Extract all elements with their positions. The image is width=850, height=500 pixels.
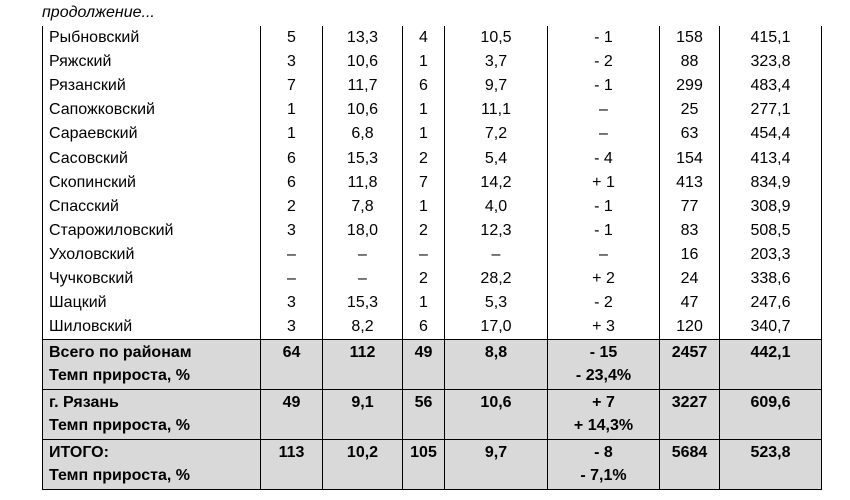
table-cell: - 2 <box>548 291 660 315</box>
table-cell: 10,5 <box>445 26 548 50</box>
table-cell: 47 <box>660 291 720 315</box>
table-cell: 14,2 <box>445 171 548 195</box>
growth-rate-value: + 14,3% <box>573 417 634 435</box>
cell-value: 9,7 <box>484 444 508 462</box>
total-label <box>43 440 261 490</box>
cell-value: - 8 <box>594 444 613 462</box>
district-name: Старожиловский <box>43 219 261 243</box>
table-row <box>43 315 822 340</box>
cell-value: 112 <box>349 344 376 362</box>
total-row <box>43 440 822 490</box>
cell-value: 49 <box>414 344 433 362</box>
table-row <box>43 171 822 195</box>
table-cell: - 1 <box>548 26 660 50</box>
table-cell: 2 <box>403 219 445 243</box>
total-name: ИТОГО: <box>49 444 109 462</box>
table-cell: – <box>548 243 660 267</box>
table-cell <box>548 390 660 440</box>
district-name: Шацкий <box>43 291 261 315</box>
cell-value: 5684 <box>671 444 708 462</box>
table-cell: – <box>445 243 548 267</box>
district-name: Шиловский <box>43 315 261 340</box>
table-cell: 83 <box>660 219 720 243</box>
table-cell: 7,8 <box>323 195 403 219</box>
table-cell: 299 <box>660 74 720 98</box>
table-cell <box>261 340 323 390</box>
table-cell: 415,1 <box>720 26 822 50</box>
table-cell: – <box>548 122 660 146</box>
table-cell: 413,4 <box>720 146 822 170</box>
table-cell: – <box>261 267 323 291</box>
cell-value: 10,6 <box>480 394 512 412</box>
table-cell: 10,6 <box>323 50 403 74</box>
table-cell: – <box>261 243 323 267</box>
table-cell: 3 <box>261 315 323 340</box>
table-cell: 323,8 <box>720 50 822 74</box>
table-row <box>43 146 822 170</box>
cell-value: 10,2 <box>346 444 379 462</box>
table-cell: 15,3 <box>323 291 403 315</box>
table-row <box>43 122 822 146</box>
table-cell <box>403 390 445 440</box>
table-cell: – <box>548 98 660 122</box>
table-cell: 24 <box>660 267 720 291</box>
table-cell: 15,3 <box>323 146 403 170</box>
total-label <box>43 340 261 390</box>
table-cell <box>261 390 323 440</box>
district-name: Чучковский <box>43 267 261 291</box>
table-cell <box>445 440 548 490</box>
table-cell: 11,1 <box>445 98 548 122</box>
table-cell: 2 <box>261 195 323 219</box>
table-cell: 1 <box>261 122 323 146</box>
table-cell <box>548 440 660 490</box>
table-cell: 338,6 <box>720 267 822 291</box>
cell-value: 105 <box>410 444 437 462</box>
cell-value: 2457 <box>671 344 708 362</box>
district-name: Сараевский <box>43 122 261 146</box>
table-row <box>43 50 822 74</box>
table-cell: 18,0 <box>323 219 403 243</box>
table-cell: 6 <box>261 171 323 195</box>
table-cell: - 2 <box>548 50 660 74</box>
table-cell <box>323 440 403 490</box>
table-cell: – <box>323 267 403 291</box>
table-row <box>43 26 822 50</box>
table-cell: 6,8 <box>323 122 403 146</box>
growth-rate-label: Темп прироста, % <box>49 467 190 485</box>
table-cell: 3 <box>261 291 323 315</box>
table-cell: 454,4 <box>720 122 822 146</box>
table-cell: 277,1 <box>720 98 822 122</box>
table-cell <box>660 390 720 440</box>
cell-value: 442,1 <box>750 344 791 362</box>
table-cell: 77 <box>660 195 720 219</box>
district-name: Ряжский <box>43 50 261 74</box>
district-name: Рыбновский <box>43 26 261 50</box>
table-cell: 7 <box>261 74 323 98</box>
table-cell: 413 <box>660 171 720 195</box>
table-cell: 8,2 <box>323 315 403 340</box>
table-cell <box>323 340 403 390</box>
table-cell: 1 <box>403 195 445 219</box>
table-cell: 16 <box>660 243 720 267</box>
table-cell: 4 <box>403 26 445 50</box>
cell-value: 609,6 <box>750 394 791 412</box>
district-name: Спасский <box>43 195 261 219</box>
district-name: Скопинский <box>43 171 261 195</box>
district-name: Рязанский <box>43 74 261 98</box>
table-cell: - 1 <box>548 74 660 98</box>
table-cell: 11,7 <box>323 74 403 98</box>
table-cell: 2 <box>403 146 445 170</box>
continuation-caption: продолжение... <box>42 4 155 21</box>
cell-value: 56 <box>414 394 433 412</box>
growth-rate-value: - 7,1% <box>580 467 627 485</box>
table-cell: 308,9 <box>720 195 822 219</box>
table-cell: 1 <box>403 50 445 74</box>
table-cell: 154 <box>660 146 720 170</box>
table-cell: 13,3 <box>323 26 403 50</box>
table-cell: 158 <box>660 26 720 50</box>
table-cell <box>720 390 822 440</box>
total-label <box>43 390 261 440</box>
table-cell: 508,5 <box>720 219 822 243</box>
table-cell <box>660 340 720 390</box>
table-cell: 17,0 <box>445 315 548 340</box>
table-cell <box>720 440 822 490</box>
table-cell: 1 <box>403 98 445 122</box>
table-cell: – <box>323 243 403 267</box>
table-cell: 6 <box>261 146 323 170</box>
cell-value: 523,8 <box>750 444 791 462</box>
table-cell: + 3 <box>548 315 660 340</box>
table-cell: 834,9 <box>720 171 822 195</box>
growth-rate-value: - 23,4% <box>575 367 632 385</box>
table-cell: - 1 <box>548 219 660 243</box>
table-cell: 483,4 <box>720 74 822 98</box>
cell-value: 8,8 <box>484 344 508 362</box>
table-cell: 5,4 <box>445 146 548 170</box>
table-row <box>43 267 822 291</box>
table-cell <box>403 440 445 490</box>
total-rows <box>43 340 822 490</box>
table-row <box>43 219 822 243</box>
table-cell <box>445 340 548 390</box>
table-cell: 5 <box>261 26 323 50</box>
table-cell: 2 <box>403 267 445 291</box>
table-cell: 12,3 <box>445 219 548 243</box>
table-cell: 1 <box>403 291 445 315</box>
table-row <box>43 243 822 267</box>
table-cell: 3,7 <box>445 50 548 74</box>
table-cell: 3 <box>261 219 323 243</box>
table-row <box>43 195 822 219</box>
table-cell <box>548 340 660 390</box>
table-cell: 340,7 <box>720 315 822 340</box>
table-cell: 28,2 <box>445 267 548 291</box>
table-cell: 247,6 <box>720 291 822 315</box>
cell-value: 3227 <box>671 394 708 412</box>
cell-value: 49 <box>282 394 301 412</box>
table-cell: 3 <box>261 50 323 74</box>
table-row <box>43 291 822 315</box>
table-cell: 25 <box>660 98 720 122</box>
cell-value: 64 <box>282 344 301 362</box>
district-rows <box>43 26 822 340</box>
table-cell: 11,8 <box>323 171 403 195</box>
table-cell <box>445 390 548 440</box>
table-cell: – <box>403 243 445 267</box>
table-cell: + 1 <box>548 171 660 195</box>
table-cell: - 4 <box>548 146 660 170</box>
cell-value: - 15 <box>589 344 618 362</box>
cell-value: 113 <box>278 444 305 462</box>
total-name: Всего по районам <box>49 344 192 362</box>
table-cell <box>403 340 445 390</box>
cell-value: 9,1 <box>351 394 374 412</box>
district-name: Сасовский <box>43 146 261 170</box>
table-cell: 7 <box>403 171 445 195</box>
table-cell: 9,7 <box>445 74 548 98</box>
table-cell <box>660 440 720 490</box>
table-cell: 6 <box>403 315 445 340</box>
table-cell: 6 <box>403 74 445 98</box>
table-cell: 10,6 <box>323 98 403 122</box>
table-row <box>43 74 822 98</box>
table-cell <box>323 390 403 440</box>
statistics-table <box>42 26 822 490</box>
table-cell: 1 <box>403 122 445 146</box>
table-cell: 1 <box>261 98 323 122</box>
total-name: г. Рязань <box>49 394 119 412</box>
table-cell: + 2 <box>548 267 660 291</box>
table-cell: - 1 <box>548 195 660 219</box>
table-cell <box>261 440 323 490</box>
table-cell: 203,3 <box>720 243 822 267</box>
district-name: Ухоловский <box>43 243 261 267</box>
table-row <box>43 98 822 122</box>
growth-rate-label: Темп прироста, % <box>49 417 190 435</box>
table-cell: 88 <box>660 50 720 74</box>
table-cell <box>720 340 822 390</box>
table-cell: 120 <box>660 315 720 340</box>
cell-value: + 7 <box>592 394 615 412</box>
district-name: Сапожковский <box>43 98 261 122</box>
table-cell: 7,2 <box>445 122 548 146</box>
table-cell: 4,0 <box>445 195 548 219</box>
total-row <box>43 390 822 440</box>
total-row <box>43 340 822 390</box>
growth-rate-label: Темп прироста, % <box>49 367 190 385</box>
table-cell: 63 <box>660 122 720 146</box>
table-cell: 5,3 <box>445 291 548 315</box>
